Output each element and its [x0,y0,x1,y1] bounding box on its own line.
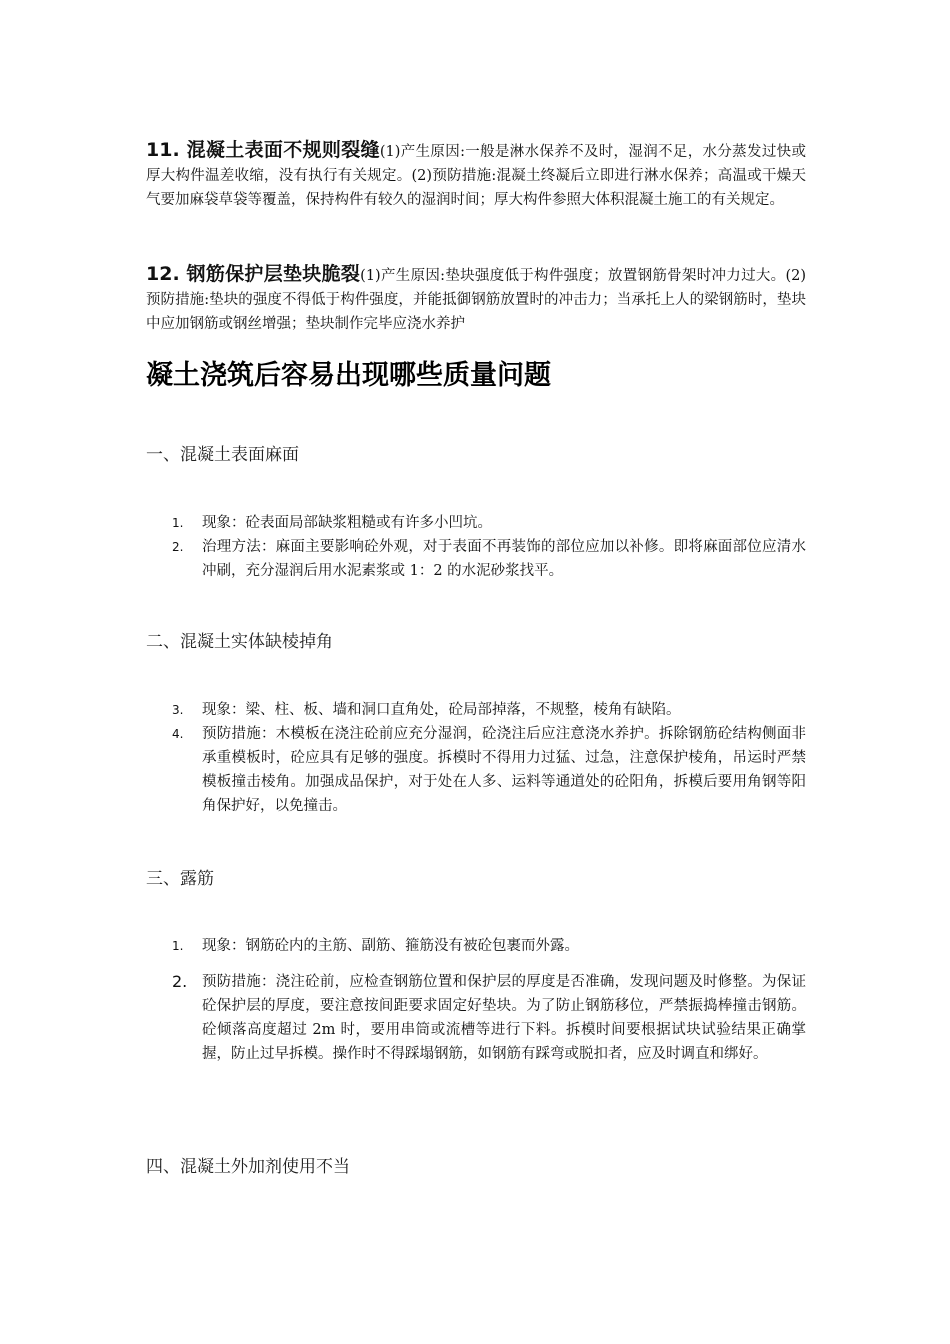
list-item: 2. 预防措施：浇注砼前，应检查钢筋位置和保护层的厚度是否准确，发现问题及时修整。为保证砼保护层的厚度，要注意按间距要求固定好垫块。为了防止钢筋移位，严禁振捣棒撞击钢筋。砼倾落高度超过 2m 时，要用串筒或流槽等进行下料。拆模时间要根据试块试验结果正确掌握，防止过早拆模。操作时不得踩塌钢筋，如钢筋有踩弯或脱扣者，应及时调直和绑好。 [172,972,806,1062]
item-11-text: (1)产生原因:一般是淋水保养不及时，湿润不足，水分蒸发过快或厚大构件温差收缩，没有执行有关规定。(2)预防措施:混凝土终凝后立即进行淋水保养；高温或干燥天气要加麻袋草袋等覆盖，保持构件有较久的湿润时间；厚大构件参照大体积混凝土施工的有关规定。 [146,144,806,208]
section-heading-4: 四、混凝土外加剂使用不当 [146,1157,350,1177]
item-11-paragraph [146,138,806,212]
item-12-paragraph [146,262,806,336]
section-heading-3: 三、露筋 [146,869,214,889]
section-2-list [146,698,806,818]
list-item: 1. 现象：钢筋砼内的主筋、副筋、箍筋没有被砼包裹而外露。 [172,938,579,954]
list-item: 3. 现象：梁、柱、板、墙和洞口直角处，砼局部掉落，不规整，棱角有缺陷。 [172,702,681,718]
item-11-heading: 11. 混凝土表面不规则裂缝 [146,139,380,161]
section-heading-1: 一、混凝土表面麻面 [146,445,299,465]
list-item: 2. 治理方法：麻面主要影响砼外观，对于表面不再装饰的部位应加以补修。即将麻面部位应清水冲刷，充分湿润后用水泥素浆或 1：2 的水泥砂浆找平。 [172,539,806,579]
page-title: 凝土浇筑后容易出现哪些质量问题 [146,360,551,391]
list-item: 4. 预防措施：木模板在浇注砼前应充分湿润，砼浇注后应注意浇水养护。拆除钢筋砼结构侧面非承重模板时，砼应具有足够的强度。拆模时不得用力过猛、过急，注意保护棱角，吊运时严禁模板撞击棱角。加强成品保护，对于处在人多、运料等通道处的砼阳角，拆模后要用角钢等阳角保护好，以免撞击。 [172,726,806,814]
section-1-list [146,511,806,583]
section-3-list [146,934,806,1066]
item-12-text: (1)产生原因:垫块强度低于构件强度；放置钢筋骨架时冲力过大。(2)预防措施:垫块的强度不得低于构件强度，并能抵御钢筋放置时的冲击力；当承托上人的梁钢筋时，垫块中应加钢筋或钢丝增强；垫块制作完毕应浇水养护 [146,268,806,332]
item-12-heading: 12. 钢筋保护层垫块脆裂 [146,263,361,285]
section-heading-2: 二、混凝土实体缺棱掉角 [146,632,333,652]
list-item: 1. 现象：砼表面局部缺浆粗糙或有许多小凹坑。 [172,515,492,531]
